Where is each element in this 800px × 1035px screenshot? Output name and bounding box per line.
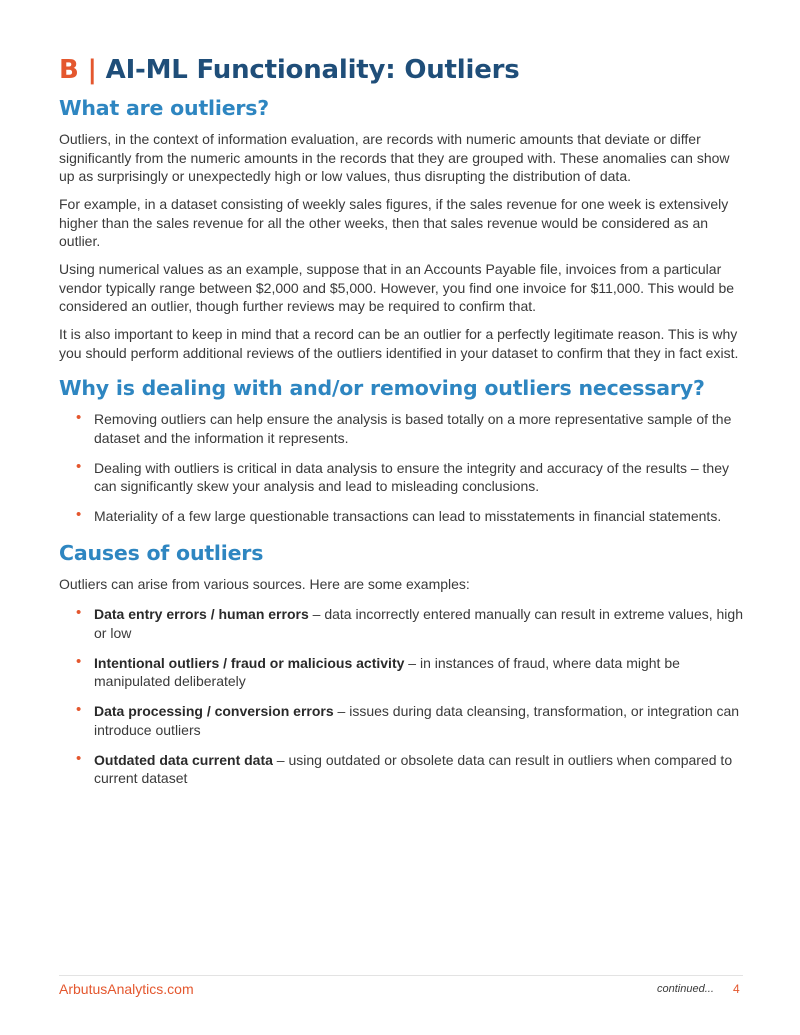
page-number: 4: [733, 982, 740, 996]
section-letter: B: [59, 55, 79, 85]
paragraph: Outliers, in the context of information evaluation, are records with numeric amounts that deviate or differ significantly from the numeric amounts in the records that they are grouped with. These anomalies can show up as surprisingly or unexpectedly high or low values, thus disrupting the distribution of data.: [59, 131, 730, 184]
document-page: [59, 52, 743, 799]
section-heading: What are outliers?: [59, 96, 269, 120]
list-item: [76, 457, 743, 496]
list-item-text: – issues during data cleansing, transformation, or integration can introduce outliers: [94, 703, 740, 738]
list-item-text: Materiality of a few large questionable transactions can lead to misstatements in financial statements.: [94, 508, 722, 524]
bullet-icon: •: [76, 701, 82, 718]
bullet-list: [59, 410, 743, 526]
paragraph: For example, in a dataset consisting of weekly sales figures, if the sales revenue for one week is extensively higher than the sales revenue for all the other weeks, then that sales revenue would be considered as an outlier.: [59, 196, 729, 249]
bullet-list: [59, 605, 743, 788]
list-item-term: Outdated data current data: [94, 751, 273, 768]
list-item: [76, 652, 743, 691]
bullet-icon: •: [76, 604, 82, 621]
paragraph: Using numerical values as an example, suppose that in an Accounts Payable file, invoices from a particular vendor typically range between $2,000 and $5,000. However, you find one invoice for $11,000. This would be considered an outlier, though further reviews may be required to confirm that.: [59, 261, 735, 314]
bullet-icon: •: [76, 506, 82, 523]
section-heading: Causes of outliers: [59, 540, 264, 565]
list-item-text: – using outdated or obsolete data can result in outliers when compared to current dataset: [94, 751, 733, 786]
list-item: [76, 409, 743, 447]
section-what-are-outliers: [59, 94, 743, 362]
list-item-text: – data incorrectly entered manually can result in extreme values, high or low: [94, 606, 743, 641]
list-item-term: Data entry errors / human errors: [94, 606, 309, 622]
section-heading: Why is dealing with and/or removing outliers necessary?: [59, 376, 705, 400]
list-item-text: – in instances of fraud, where data might be manipulated deliberately: [94, 654, 680, 689]
list-item: [76, 701, 743, 739]
list-item-term: Data processing / conversion errors: [94, 703, 334, 719]
bullet-icon: •: [76, 749, 82, 767]
list-item: [76, 604, 743, 642]
bullet-icon: •: [76, 457, 82, 475]
page-title: [59, 52, 743, 88]
list-item-text: Dealing with outliers is critical in data analysis to ensure the integrity and accuracy of the results – they can significantly skew your analysis and lead to misleading conclusions.: [94, 459, 729, 494]
paragraph: It is also important to keep in mind that a record can be an outlier for a perfectly legitimate reason. This is why you should perform additional reviews of the outliers identified in your dataset to confirm that they in fact exist.: [59, 326, 739, 361]
list-item-term: Intentional outliers / fraud or malicious activity: [94, 654, 405, 671]
footer-continued-label: continued...: [657, 983, 714, 995]
title-separator: |: [87, 55, 97, 85]
page-title-text: AI-ML Functionality: Outliers: [105, 55, 520, 85]
section-causes-of-outliers: [59, 539, 743, 788]
bullet-icon: •: [76, 652, 82, 670]
list-item: [76, 749, 743, 788]
footer-divider: [59, 975, 743, 976]
list-item-text: Removing outliers can help ensure the analysis is based totally on a more representative sample of the dataset and the information it represents.: [94, 411, 732, 446]
footer-website-link[interactable]: ArbutusAnalytics.com: [59, 981, 194, 997]
paragraph: Outliers can arise from various sources. Here are some examples:: [59, 575, 470, 592]
section-why-deal-with-outliers: [59, 374, 743, 526]
bullet-icon: •: [76, 409, 82, 426]
list-item: [76, 506, 743, 526]
